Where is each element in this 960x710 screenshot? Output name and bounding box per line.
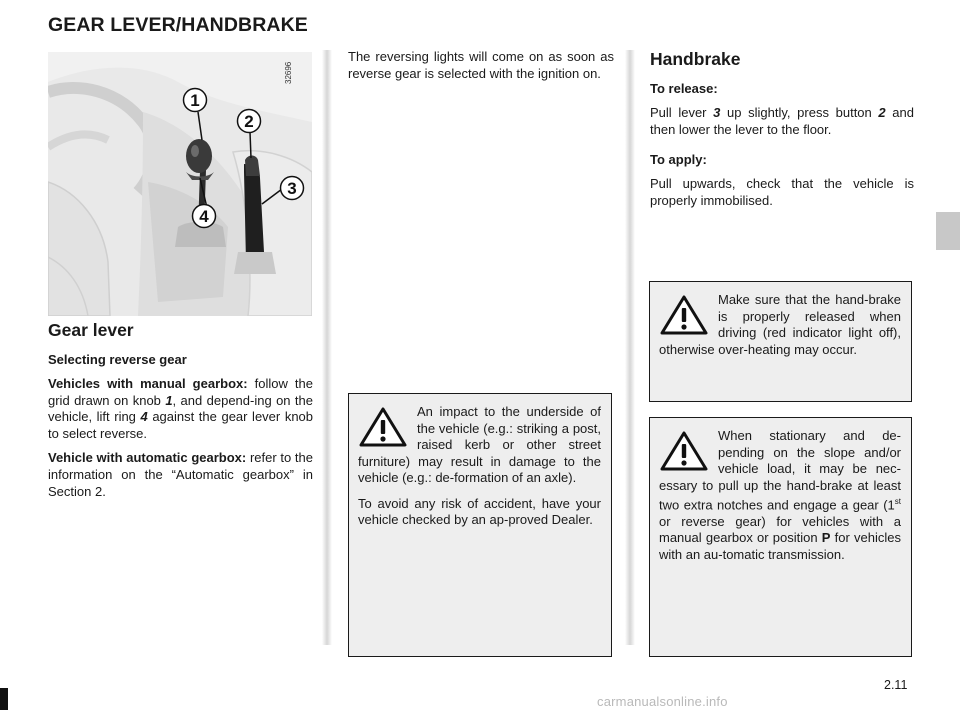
gear-lever-handbrake-illustration [48,52,312,316]
gear-lever-section [48,320,313,508]
apply-heading: To apply: [650,152,707,168]
warning-triangle-icon [660,431,708,471]
impact-warning-text: An impact to the underside of the vehicle (e.g.: striking a post, raised kerb or other street furniture) may result in damage to the vehicle (e.g.: de-formation of an axle). [358,404,601,485]
warning-box-release [649,281,912,402]
reversing-lights-section [348,49,614,90]
column-divider [322,50,332,645]
stationary-warning-text: When stationary and de-pending on the slope and/or vehicle load, it may be nec-essary to pull up the hand-brake at least two extra notches and engage a gear (1st or reverse gear) for vehicles with a manual gearbox or position P for vehicles with an au-tomatic transmission. [659,428,901,562]
reverse-gear-subheading: Selecting reverse gear [48,352,187,367]
warning-box-impact [348,393,612,657]
handbrake-heading: Handbrake [650,49,741,69]
reversing-lights-paragraph: The reversing lights will come on as soon as reverse gear is selected with the ignition on. [348,49,614,81]
release-warning-text: Make sure that the hand-brake is properly released when driving (red indicator light off), otherwise over-heating may occur. [659,292,901,357]
callout-4: 4 [199,207,209,226]
release-heading: To release: [650,81,718,96]
apply-paragraph: Pull upwards, check that the vehicle is properly immobilised. [650,176,914,208]
page-edge-mark [0,688,8,710]
warning-box-stationary [649,417,912,657]
page-number: 2.11 [884,678,908,692]
callout-1: 1 [190,91,200,110]
illustration-ref-code: 32696 [284,61,293,84]
watermark: carmanualsonline.info [597,694,728,709]
manual-gearbox-paragraph: Vehicles with manual gearbox: follow the grid drawn on knob 1, and depend-ing on the vehicle, lift ring 4 against the gear lever knob to select reverse. [48,376,314,441]
page-title: GEAR LEVER/HANDBRAKE [48,14,308,36]
warning-triangle-icon [359,407,407,447]
release-paragraph: Pull lever 3 up slightly, press button 2 and then lower the lever to the floor. [650,105,914,137]
callout-2: 2 [244,112,254,131]
gear-lever-heading: Gear lever [48,320,134,340]
automatic-gearbox-paragraph: Vehicle with automatic gearbox: refer to the information on the “Automatic gearbox” in Section 2. [48,450,313,499]
section-tab [936,212,960,250]
callout-3: 3 [287,179,297,198]
warning-triangle-icon [660,295,708,335]
column-divider [625,50,635,645]
dealer-check-text: To avoid any risk of accident, have your vehicle checked by an ap-proved Dealer. [358,495,601,527]
handbrake-section [650,49,914,217]
